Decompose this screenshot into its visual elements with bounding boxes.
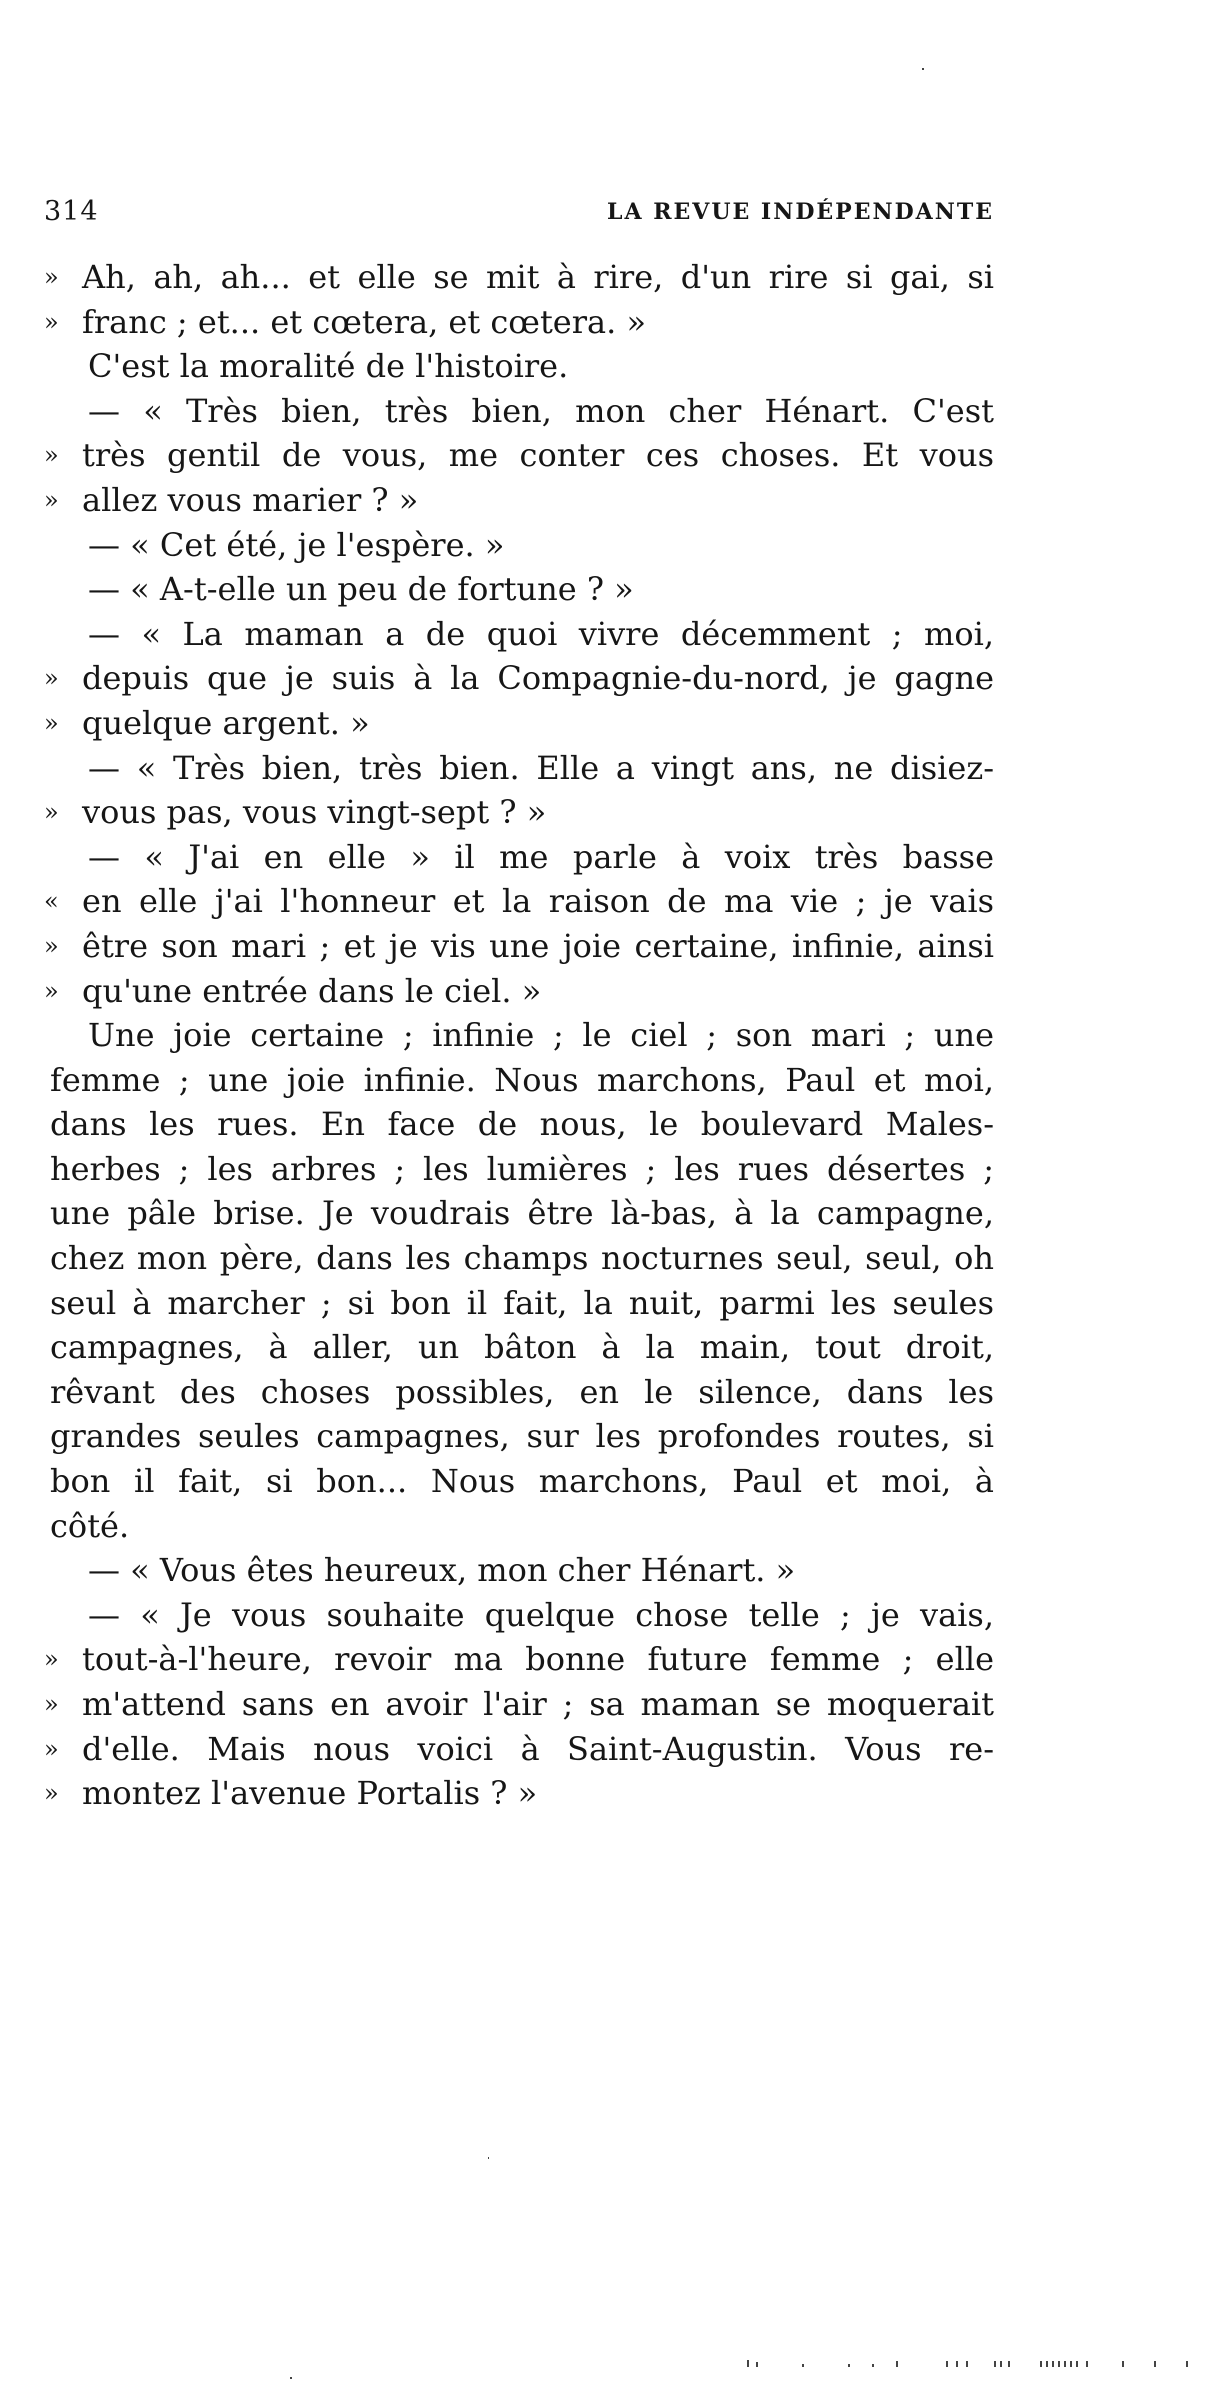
line-text: allez vous marier ? » [82, 480, 419, 519]
line-text: rêvant des choses possibles, en le silence, dans les [50, 1372, 994, 1411]
line-text: côté. [50, 1506, 130, 1545]
running-title: LA REVUE INDÉPENDANTE [607, 199, 994, 225]
line-text: franc ; et... et cœtera, et cœtera. » [82, 302, 647, 341]
quote-mark: » [44, 798, 59, 827]
line-text: — « Très bien, très bien. Elle a vingt ans, ne disiez- [88, 748, 994, 787]
line-text: campagnes, à aller, un bâton à la main, tout droit, [50, 1328, 994, 1367]
quote-mark: » [44, 263, 59, 291]
line-text: très gentil de vous, me conter ces choses. Et vous [82, 436, 994, 475]
page-number: 314 [44, 196, 99, 227]
quote-mark: « [44, 887, 59, 916]
quote-mark: » [44, 485, 59, 514]
line-text: grandes seules campagnes, sur les profondes routes, si [50, 1417, 994, 1456]
line-text: Ah, ah, ah... et elle se mit à rire, d'un rire si gai, si [82, 258, 994, 296]
quote-mark: » [44, 307, 59, 336]
line-text: — « J'ai en elle » il me parle à voix très basse [88, 837, 994, 876]
line-text: herbes ; les arbres ; les lumières ; les rues désertes ; [50, 1149, 994, 1188]
quote-mark: » [44, 1690, 59, 1718]
line-text: montez l'avenue Portalis ? » [82, 1774, 538, 1813]
line-text: dans les rues. En face de nous, le boulevard Males- [50, 1105, 994, 1144]
line-text: — « Très bien, très bien, mon cher Hénart. C'est [88, 391, 994, 430]
line-text: — « Cet été, je l'espère. » [88, 525, 505, 564]
line-text: qu'une entrée dans le ciel. » [82, 971, 542, 1010]
line-text: une pâle brise. Je voudrais être là-bas, à la campagne, [50, 1194, 994, 1233]
quote-mark: » [44, 1645, 59, 1674]
line-text: m'attend sans en avoir l'air ; sa maman se moquerait [82, 1685, 994, 1723]
quote-mark: » [44, 976, 59, 1005]
quote-mark: » [44, 708, 59, 737]
quote-mark: » [44, 664, 59, 693]
line-text: en elle j'ai l'honneur et la raison de ma vie ; je vais [82, 882, 994, 921]
quote-mark: » [44, 931, 59, 960]
line-text: — « A-t-elle un peu de fortune ? » [88, 570, 634, 609]
line-text: — « Vous êtes heureux, mon cher Hénart. » [88, 1551, 796, 1590]
line-text: — « La maman a de quoi vivre décemment ; moi, [88, 614, 994, 653]
line-text: C'est la moralité de l'histoire. [88, 347, 569, 386]
quote-mark: » [44, 441, 59, 470]
quote-mark: » [44, 1734, 59, 1763]
line-text: seul à marcher ; si bon il fait, la nuit, parmi les seules [50, 1283, 994, 1322]
line-text: tout-à-l'heure, revoir ma bonne future femme ; elle [82, 1640, 994, 1679]
line-text: bon il fait, si bon... Nous marchons, Paul et moi, à [50, 1462, 994, 1501]
line-text: femme ; une joie infinie. Nous marchons, Paul et moi, [50, 1060, 994, 1099]
line-text: chez mon père, dans les champs nocturnes seul, seul, oh [50, 1239, 994, 1278]
quote-mark: » [44, 1779, 59, 1808]
line-text: vous pas, vous vingt-sept ? » [82, 793, 547, 832]
line-text: être son mari ; et je vis une joie certaine, infinie, ainsi [82, 926, 994, 965]
line-text: Une joie certaine ; infinie ; le ciel ; son mari ; une [88, 1016, 994, 1055]
line-text: quelque argent. » [82, 703, 370, 742]
line-text: depuis que je suis à la Compagnie-du-nord, je gagne [82, 659, 994, 698]
line-text: — « Je vous souhaite quelque chose telle ; je vais, [88, 1595, 994, 1634]
line-text: d'elle. Mais nous voici à Saint-Augustin. Vous re- [82, 1729, 994, 1768]
